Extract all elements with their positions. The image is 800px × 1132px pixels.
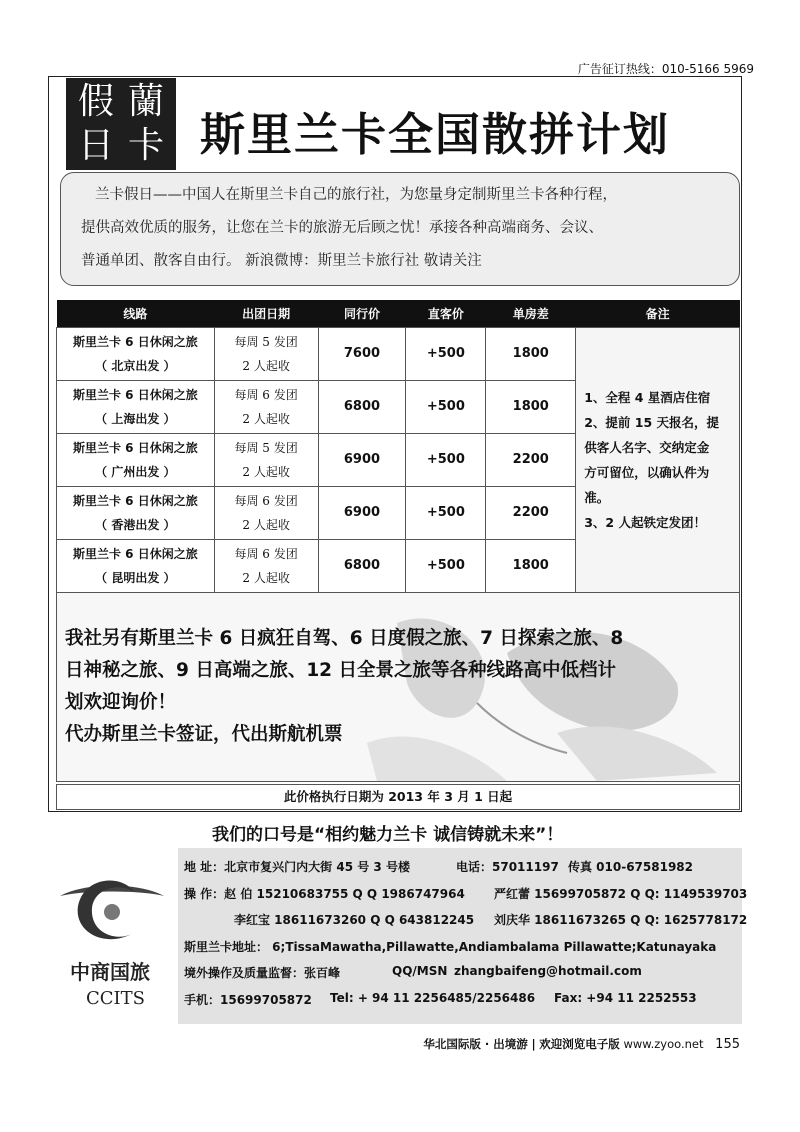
single-supplement: 1800 <box>486 327 576 380</box>
date-cell <box>214 327 318 380</box>
table-header-row <box>57 300 740 327</box>
header-route: 线路 <box>57 300 215 327</box>
note-line: 准。 <box>584 489 610 505</box>
departure-city: （ 昆明出发 ） <box>95 570 176 585</box>
single-supplement: 2200 <box>486 486 576 539</box>
peer-price: 7600 <box>318 327 406 380</box>
tel: Tel: + 94 11 2256485/2256486 <box>330 990 536 1005</box>
company-logo <box>48 848 178 1024</box>
ccits-emblem-icon <box>56 862 168 954</box>
footer-separator: | <box>531 1037 536 1051</box>
min-group: 2 人起收 <box>242 358 290 373</box>
table-row <box>57 327 740 380</box>
page-title: 斯里兰卡全国散拼计划 <box>200 108 671 161</box>
qq-msn-label: QQ/MSN <box>392 964 448 978</box>
intro-line: 提供高效优质的服务，让您在兰卡的旅游无后顾之忧！承接各种高端商务、会议、 <box>81 220 603 236</box>
direct-price: +500 <box>406 486 486 539</box>
min-group: 2 人起收 <box>242 464 290 479</box>
logo-char: 日 <box>77 125 114 166</box>
departure-city: （ 香港出发 ） <box>95 517 176 532</box>
direct-price: +500 <box>406 433 486 486</box>
slogan: 我们的口号是“相约魅力兰卡 诚信铸就未来”！ <box>212 825 564 845</box>
notes-cell <box>576 327 740 592</box>
address: 地 址：北京市复兴门内大街 45 号 3 号楼 <box>184 860 410 874</box>
header-date: 出团日期 <box>214 300 318 327</box>
publication-name: 华北国际版 · 出境游 <box>423 1037 528 1051</box>
promo-line: 我社另有斯里兰卡 6 日疯狂自驾、6 日度假之旅、7 日探索之旅、8 <box>65 628 624 649</box>
single-supplement: 1800 <box>486 380 576 433</box>
price-table <box>56 300 740 593</box>
route-name: 斯里兰卡 6 日休闲之旅 <box>72 334 198 349</box>
single-supplement: 2200 <box>486 433 576 486</box>
promo-text <box>65 623 740 751</box>
direct-price: +500 <box>406 539 486 592</box>
header-notes: 备注 <box>576 300 740 327</box>
note-line: 供客人名字、交纳定金 <box>584 439 710 455</box>
promo-line: 划欢迎询价！ <box>65 692 177 713</box>
email: zhangbaifeng@hotmail.com <box>454 964 642 978</box>
note-line: 1、全程 4 星酒店住宿 <box>584 389 711 405</box>
min-group: 2 人起收 <box>242 411 290 426</box>
operator: 严红蕾 15699705872 Q Q: 1149539703 <box>494 886 748 901</box>
contact-block <box>178 848 748 1024</box>
promo-box <box>56 592 740 782</box>
route-cell <box>57 380 215 433</box>
promo-line: 代办斯里兰卡签证，代出斯航机票 <box>65 724 343 745</box>
date-cell <box>214 486 318 539</box>
page-footer <box>423 1036 740 1052</box>
header-peer-price: 同行价 <box>318 300 406 327</box>
departure-city: （ 广州出发 ） <box>95 464 176 479</box>
date-cell <box>214 433 318 486</box>
promo-line: 日神秘之旅、9 日高端之旅、12 日全景之旅等各种线路高中低档计 <box>65 660 617 681</box>
contact-row <box>184 991 742 1018</box>
route-name: 斯里兰卡 6 日休闲之旅 <box>72 387 198 402</box>
date-cell <box>214 380 318 433</box>
single-supplement: 1800 <box>486 539 576 592</box>
date-cell <box>214 539 318 592</box>
peer-price: 6900 <box>318 486 406 539</box>
company-name-en: CCITS <box>86 988 145 1009</box>
min-group: 2 人起收 <box>242 570 290 585</box>
departure-city: （ 上海出发 ） <box>95 411 176 426</box>
website-link[interactable]: www.zyoo.net <box>623 1037 704 1051</box>
peer-price: 6900 <box>318 433 406 486</box>
contact-row <box>184 885 748 912</box>
company-name-cn: 中商国旅 <box>70 960 150 984</box>
operator: 李红宝 18611673260 Q Q 643812245 <box>234 913 475 927</box>
contact-row <box>184 964 742 991</box>
mobile: 手机：15699705872 <box>184 992 312 1007</box>
page-number: 155 <box>715 1037 740 1052</box>
supervisor: 境外操作及质量监督：张百峰 <box>184 966 341 980</box>
peer-price: 6800 <box>318 539 406 592</box>
direct-price: +500 <box>406 380 486 433</box>
logo-char: 卡 <box>127 125 164 166</box>
min-group: 2 人起收 <box>242 517 290 532</box>
sri-lanka-address: 斯里兰卡地址： 6;TissaMawatha,Pillawatte,Andiambalama Pillawatte;Katunayaka <box>184 939 717 954</box>
logo-char: 蘭 <box>127 81 164 122</box>
operator: 操 作：赵 伯 15210683755 Q Q 1986747964 <box>184 886 465 901</box>
contact-row <box>184 911 748 938</box>
header-direct-price: 直客价 <box>406 300 486 327</box>
note-line: 方可留位，以确认件为 <box>584 464 710 480</box>
route-cell <box>57 327 215 380</box>
departure-frequency: 每周 5 发团 <box>234 334 298 349</box>
header-single-supplement: 单房差 <box>486 300 576 327</box>
route-name: 斯里兰卡 6 日休闲之旅 <box>72 440 198 455</box>
ad-hotline: 广告征订热线：010-5166 5969 <box>577 62 754 76</box>
peer-price: 6800 <box>318 380 406 433</box>
brand-logo <box>66 78 176 170</box>
route-cell <box>57 539 215 592</box>
contact-row <box>184 938 742 965</box>
departure-city: （ 北京出发 ） <box>95 358 176 373</box>
fax-intl: Fax: +94 11 2252553 <box>554 990 697 1005</box>
logo-char: 假 <box>77 81 114 122</box>
note-line: 2、提前 15 天报名，提 <box>584 414 719 430</box>
contact-row <box>184 858 742 885</box>
intro-line: 兰卡假日——中国人在斯里兰卡自己的旅行社，为您量身定制斯里兰卡各种行程， <box>95 187 617 203</box>
departure-frequency: 每周 6 发团 <box>234 546 298 561</box>
direct-price: +500 <box>406 327 486 380</box>
browse-label: 欢迎浏览电子版 <box>539 1037 620 1051</box>
intro-line: 普通单团、散客自由行。 新浪微博：斯里兰卡旅行社 敬请关注 <box>81 253 482 269</box>
route-cell <box>57 433 215 486</box>
route-name: 斯里兰卡 6 日休闲之旅 <box>72 546 198 561</box>
departure-frequency: 每周 5 发团 <box>234 440 298 455</box>
departure-frequency: 每周 6 发团 <box>234 493 298 508</box>
route-cell <box>57 486 215 539</box>
departure-frequency: 每周 6 发团 <box>234 387 298 402</box>
price-valid-date: 此价格执行日期为 2013 年 3 月 1 日起 <box>56 784 740 810</box>
route-name: 斯里兰卡 6 日休闲之旅 <box>72 493 198 508</box>
operator: 刘庆华 18611673265 Q Q: 1625778172 <box>494 913 748 927</box>
intro-box <box>60 172 740 286</box>
phone: 电话：57011197 <box>456 860 559 874</box>
note-line: 3、2 人起铁定发团！ <box>584 514 706 530</box>
fax: 传真 010-67581982 <box>568 860 694 874</box>
